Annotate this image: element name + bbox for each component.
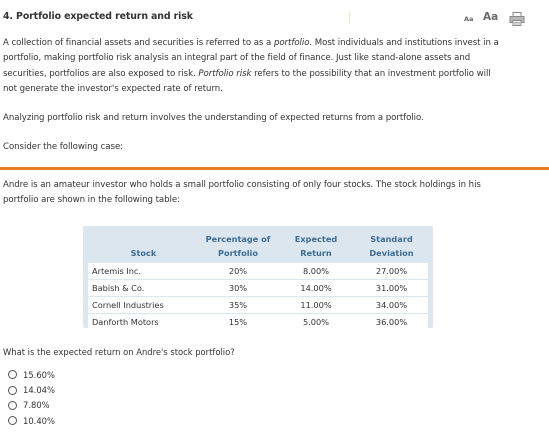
page-title: 4. Portfolio expected return and risk [3, 11, 193, 22]
answer-option-label[interactable]: 10.40% [23, 415, 55, 426]
section-divider [0, 167, 549, 170]
expected-return: 14.00% [277, 280, 355, 297]
answer-option-label[interactable]: 14.04% [23, 385, 55, 396]
stock-name: Artemis Inc. [88, 263, 199, 280]
radio-button[interactable] [8, 416, 17, 425]
expected-return: 11.00% [277, 297, 355, 314]
table-row [88, 263, 428, 280]
standard-deviation: 31.00% [355, 280, 428, 297]
cursor-marker [349, 12, 350, 24]
col-header-stock: Stock [130, 248, 157, 258]
table-row [88, 314, 428, 331]
answer-option[interactable] [8, 398, 55, 413]
stock-name: Danforth Motors [88, 314, 199, 331]
answer-option[interactable] [8, 413, 55, 428]
radio-button[interactable] [8, 401, 17, 410]
portfolio-table-container [83, 226, 433, 328]
question-header [3, 11, 543, 27]
standard-deviation: 36.00% [355, 314, 428, 331]
portfolio-table [88, 230, 428, 330]
portfolio-percentage: 20% [199, 263, 277, 280]
table-row [88, 297, 428, 314]
answer-option-label[interactable]: 7.80% [23, 400, 50, 411]
col-header-expected-return: Expected Return [294, 234, 338, 258]
portfolio-percentage: 30% [199, 280, 277, 297]
case-text: Consider the following case: [3, 142, 124, 152]
radio-button[interactable] [8, 370, 17, 379]
answer-option[interactable] [8, 367, 55, 382]
expected-return: 5.00% [277, 314, 355, 331]
col-header-percentage: Percentage of Portfolio [205, 234, 271, 258]
stock-name: Cornell Industries [88, 297, 199, 314]
analysis-text: Analyzing portfolio risk and return involves the understanding of expected returns from a portfolio. [3, 113, 424, 123]
expected-return: 8.00% [277, 263, 355, 280]
intro-paragraph: A collection of financial assets and securities is referred to as a portfolio. Most individuals and institutions invest in a portfolio, making portfolio risk analysis an integral part of the field of finance. Just like stand-alone assets and securities, portfolios are also exposed to risk. Portfolio risk refers to the possibility that an investment portfolio will not generate the investor's expected rate of return. [3, 38, 499, 95]
question-text: What is the expected return on Andre's stock portfolio? [3, 347, 235, 357]
portfolio-percentage: 35% [199, 297, 277, 314]
answer-option[interactable] [8, 382, 55, 397]
decrease-font-button[interactable]: Aa [464, 15, 474, 23]
standard-deviation: 34.00% [355, 297, 428, 314]
increase-font-button[interactable]: Aa [483, 11, 499, 23]
col-header-std-deviation: Standard Deviation [369, 234, 414, 258]
scenario-paragraph: Andre is an amateur investor who holds a small portfolio consisting of only four stocks. The stock holdings in his portfolio are shown in the following table: [3, 180, 481, 206]
answer-option-label[interactable]: 15.60% [23, 369, 55, 380]
table-row [88, 280, 428, 297]
portfolio-percentage: 15% [199, 314, 277, 331]
table-header-row [88, 230, 428, 263]
stock-name: Babish & Co. [88, 280, 199, 297]
standard-deviation: 27.00% [355, 263, 428, 280]
answer-options [8, 367, 55, 429]
radio-button[interactable] [8, 386, 17, 395]
print-icon[interactable] [509, 11, 525, 25]
